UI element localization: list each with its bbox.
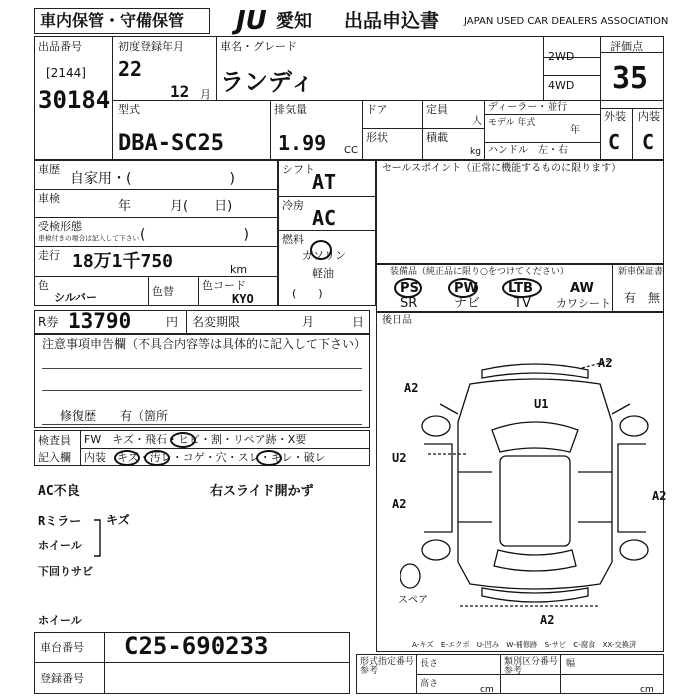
mark-left-door: U2 — [392, 451, 407, 465]
color-value: シルバー — [54, 291, 97, 304]
dealer-label: ディーラー・並行 — [488, 102, 568, 113]
color-label: 色 — [38, 279, 49, 292]
capacity-label: 定員 — [426, 103, 448, 116]
fuel-gasoline: ガソリン — [302, 249, 346, 262]
note-ac-fault: AC不良 — [38, 484, 80, 499]
option-ltb: LTB — [508, 281, 533, 296]
receive-note: 車検付きの場合は記入して下さい — [38, 235, 140, 243]
inspection-value: 年 月( 日) — [118, 199, 233, 214]
type-number-label: 形式指定番号 参考 — [360, 657, 415, 676]
history-value: 自家用・( ) — [70, 171, 235, 187]
interior-grade: C — [642, 130, 655, 154]
listing-number: 30184 — [38, 86, 111, 114]
options-label: 装備品（純正品に限り○をつけてください） — [390, 267, 569, 277]
model-label: 型式 — [118, 103, 140, 116]
model-year-label: モデル 年式 — [488, 118, 536, 128]
car-name-label: 車名・グレード — [220, 40, 297, 53]
year-unit: 年 — [570, 125, 580, 136]
shift-value: AT — [312, 170, 337, 194]
drive-2wd: 2WD — [548, 50, 575, 63]
storage-label: 車内保管・守備保管 — [40, 11, 185, 30]
displacement: 1.99 — [278, 131, 327, 155]
caution-label: 注意事項申告欄（不具合内容等は具体的に記入して下さい） — [42, 337, 367, 351]
drive-4wd: 4WD — [548, 79, 575, 92]
score-label: 評価点 — [610, 40, 643, 53]
sales-point-box — [376, 160, 664, 264]
form-title: 出品申込書 — [344, 10, 440, 32]
receive-value: ( ) — [140, 227, 249, 243]
sales-point-label: セールスポイント（正常に機能するものに限ります） — [382, 163, 622, 174]
color-change-label: 色替 — [152, 285, 174, 298]
first-reg-month: 12 — [170, 82, 190, 101]
expire-month: 月 — [302, 315, 315, 329]
repair-history-label: 修復歴 有（箇所 — [60, 409, 169, 423]
r-ticket-label: R券 — [38, 315, 59, 329]
interior-label: 内装 — [638, 110, 660, 123]
mark-rear-bumper: A2 — [540, 613, 555, 627]
car-body-diagram — [400, 352, 670, 632]
registration-label: 登録番号 — [40, 672, 84, 685]
receive-label: 受検形態 — [38, 220, 82, 233]
cm-unit-2: cm — [640, 685, 654, 695]
ac-value: AC — [312, 206, 337, 230]
fuel-label: 燃料 — [282, 233, 304, 246]
org-name: 愛知 — [276, 11, 312, 32]
load-label: 積載 — [426, 131, 448, 144]
option-ps: PS — [400, 281, 419, 296]
door-label: ドア — [366, 103, 388, 116]
warranty-no: 無 — [648, 291, 661, 305]
fuel-diesel: 軽油 — [312, 267, 334, 280]
warranty-label: 新車保証書 — [618, 267, 664, 277]
warranty-yes: 有 — [624, 291, 637, 305]
ju-logo: JU — [236, 6, 267, 36]
km-unit: km — [230, 263, 248, 276]
association-name: JAPAN USED CAR DEALERS ASSOCIATION — [464, 16, 669, 27]
shift-label: シフト — [282, 163, 315, 176]
option-ps-circle — [394, 278, 422, 298]
inspection-label: 車検 — [38, 192, 60, 205]
mileage-label: 走行 — [38, 249, 60, 262]
note-wheel-2: ホイール — [38, 614, 82, 627]
diagram-legend: A-キズ E-エクボ U-凹み W-補修跡 S-サビ C-腐食 XX-交換済 — [412, 641, 637, 650]
width-label: 幅 — [566, 659, 576, 669]
inspector-label: 検査員 — [38, 434, 71, 447]
lane-code: [2144] — [46, 66, 86, 80]
ac-label: 冷房 — [282, 199, 304, 212]
mark-left-rear: A2 — [392, 497, 407, 511]
class-number-label: 類別区分番号 参考 — [504, 657, 559, 676]
entry-label: 記入欄 — [38, 451, 71, 464]
mark-front-left: A2 — [404, 381, 419, 395]
exterior-label: 外装 — [604, 110, 626, 123]
option-navi: ナビ — [454, 296, 481, 311]
fw-row: FW キズ・飛石・ヒビ・割・リペア跡・X要 — [84, 433, 307, 446]
note-mirror: Rミラー — [38, 514, 82, 528]
note-wheel: ホイール — [38, 539, 82, 552]
kg-unit: kg — [470, 147, 481, 157]
length-label: 長さ — [420, 659, 439, 669]
chassis-number: C25-690233 — [124, 632, 269, 660]
handle-label: ハンドル 左・右 — [488, 145, 568, 156]
yen-unit: 円 — [166, 315, 179, 329]
option-aw: AW — [570, 281, 594, 296]
displacement-label: 排気量 — [274, 103, 307, 116]
fuel-other: ( ) — [292, 287, 323, 300]
mark-front-right: A2 — [598, 356, 613, 370]
spare-label: スペア — [398, 595, 428, 606]
after-items-label: 後日品 — [382, 315, 412, 326]
fw-stone-circle — [170, 432, 196, 448]
shape-label: 形状 — [366, 131, 388, 144]
option-pw-circle — [448, 278, 478, 298]
expire-day: 日 — [352, 315, 365, 329]
option-pw: PW — [454, 281, 478, 296]
first-reg-year: 22 — [118, 57, 143, 81]
note-underside: 下回りサビ — [38, 565, 93, 578]
history-label: 車歴 — [38, 163, 60, 176]
option-leather: カワシート — [556, 297, 611, 310]
in-scratch-circle — [114, 450, 140, 466]
option-ltb-circle — [502, 278, 542, 298]
cc-unit: CC — [344, 145, 358, 156]
chassis-label: 車台番号 — [40, 641, 84, 654]
in-dirt-circle — [144, 450, 170, 466]
height-label: 高さ — [420, 679, 439, 689]
note-scratch: キズ — [106, 513, 130, 527]
car-name: ランディ — [220, 68, 315, 96]
note-right-slide: 右スライド開かず — [210, 484, 314, 499]
in-wear-circle — [256, 450, 282, 466]
r-ticket-value: 13790 — [68, 309, 132, 333]
cm-unit-1: cm — [480, 685, 494, 695]
exterior-grade: C — [608, 130, 621, 154]
option-sr: SR — [400, 296, 418, 311]
model-code: DBA-SC25 — [118, 131, 224, 156]
fuel-selected-circle — [310, 240, 332, 260]
score: 35 — [612, 61, 649, 96]
bracket-mark — [90, 518, 110, 558]
mark-hood: U1 — [534, 397, 549, 411]
person-unit: 人 — [472, 116, 482, 127]
first-reg-label: 初度登録年月 — [118, 40, 184, 53]
color-code-label: 色コード — [202, 279, 246, 292]
month-unit: 月 — [200, 88, 211, 101]
mark-right-rear: A2 — [652, 489, 667, 503]
mileage-value: 18万1千750 — [72, 251, 174, 272]
interior-row: 内装 キズ・汚レ・コゲ・穴・スレ・キレ・破レ — [84, 451, 326, 464]
expire-label: 名変期限 — [192, 315, 241, 329]
option-tv: TV — [514, 296, 531, 311]
listing-number-label: 出品番号 — [38, 40, 82, 53]
color-code-value: KYO — [232, 292, 254, 306]
